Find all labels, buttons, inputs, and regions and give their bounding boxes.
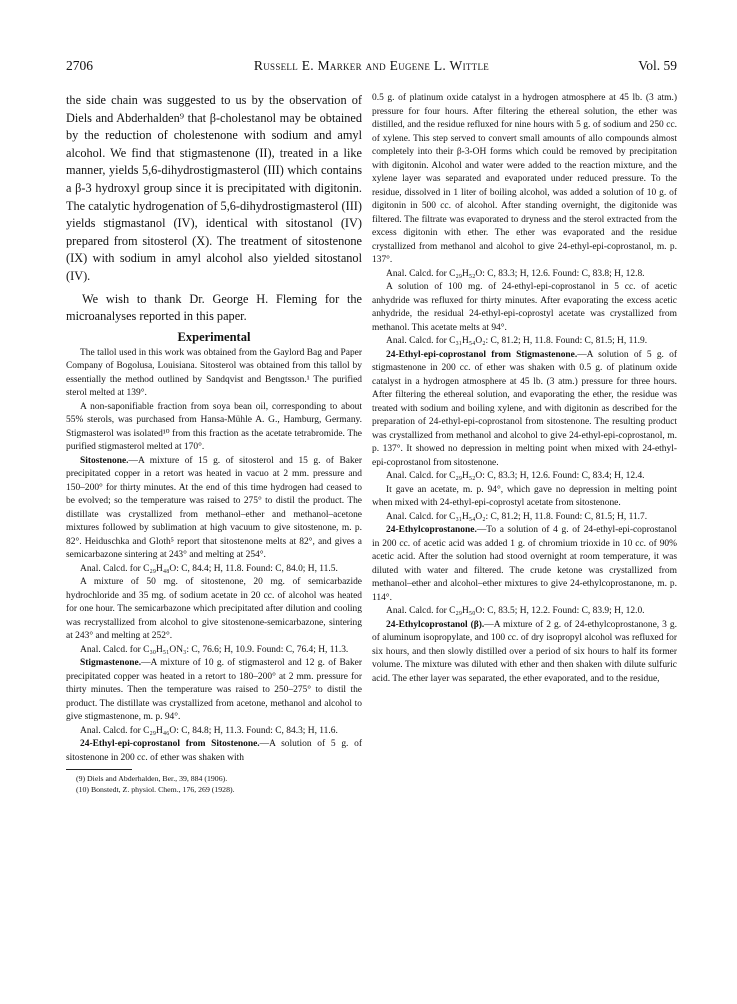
footnote-rule <box>66 769 132 770</box>
ethylcoprostanol-paragraph <box>372 619 677 687</box>
stigmastenone-heading: Stigmastenone. <box>80 658 142 669</box>
sitostenone-paragraph <box>66 455 362 563</box>
page-number: 2706 <box>66 58 93 73</box>
stigmastenone-body: —A mixture of 10 g. of stigmasterol and 12 g. of Baker precipitated copper was heated in a retort to 180–200° at 2 mm. pressure for thirty minutes. Then the temperature was raised to 250–275° to distil the product. The distillate was crystallized from acetone, methanol and alcohol to give stigmastenone, m. p. 94°. <box>66 658 362 723</box>
analysis-line: Anal. Calcd. for C₂₉H₅₀O: C, 83.5; H, 12.2. Found: C, 83.9; H, 12.0. <box>386 606 645 616</box>
ethyl-from-sitostenone-body: —A solution of 5 g. of sitostenone in 200 cc. of ether was shaken with <box>66 739 362 763</box>
soya-paragraph: A non-saponifiable fraction from soya bean oil, corresponding to about 55% sterols, was purchased from Hansa-Mühle A. G., Hamburg, Germany. Stigmasterol was isolated¹⁰ from this fraction as the acetate tetrabromide. The purified stigmasterol melted at 170°. <box>66 401 362 453</box>
analysis-line: Anal. Calcd. for C₂₉H₅₂O: C, 83.3; H, 12.6. Found: C, 83.4; H, 12.4. <box>386 471 645 481</box>
ethyl-from-sitostenone-paragraph <box>66 738 362 765</box>
left-column <box>66 92 362 795</box>
analysis-line: Anal. Calcd. for C₂₉H₄₈O: C, 84.4; H, 11.8. Found: C, 84.0; H, 11.5. <box>80 563 338 574</box>
analysis-line: Anal. Calcd. for C₃₁H₅₄O₂: C, 81.2; H, 11.8. Found: C, 81.5; H, 11.7. <box>386 511 648 522</box>
running-head-authors: Russell E. Marker and Eugene L. Wittle <box>253 58 490 73</box>
analysis-line: Anal. Calcd. for C₂₉H₄₆O: C, 84.8; H, 11.3. Found: C, 84.3; H, 11.6. <box>80 725 338 736</box>
analysis-line: Anal. Calcd. for C₃₁H₅₄O₂: C, 81.2; H, 11.8. Found: C, 81.5; H, 11.9. <box>386 336 648 346</box>
stigmastenone-paragraph <box>66 657 362 725</box>
ethylcoprostanone-paragraph <box>372 524 677 605</box>
semicarbazone-paragraph: A mixture of 50 mg. of sitostenone, 20 mg. of semicarbazide hydrochloride and 35 mg. of sodium acetate in 20 cc. of alcohol was heated for one hour. The semicarbazone which precipitated after dilution and cooling was recrystallized from alcohol to give sitostenone-semicarbazone, sintering at 243° and melting at 252°. <box>66 577 362 642</box>
ethyl-from-stigmastenone-body: —A solution of 5 g. of stigmastenone in 200 cc. of ether was shaken with 0.5 g. of platinum oxide catalyst in a hydrogen atmosphere at 45 lb. (3 atm.) pressure for three hours. After filtering the ethereal solution, and evaporating the ether, the residue was treated with sodium and boiling xylene, and with digitonin as described for the preparation of 24-ethyl-epi-coprostanol from sitostenone. The resulting product was crystallized from methanol and alcohol to give 24-ethyl-epi-coprostanol, m. p. 137°. It showed no depression in melting point when mixed with 24-ethyl-epi-coprostanol from sitostenone. <box>372 349 677 468</box>
ethyl-from-stigmastenone-heading: 24-Ethyl-epi-coprostanol from Stigmastenone. <box>386 349 578 360</box>
ethylcoprostanone-heading: 24-Ethylcoprostanone. <box>386 525 477 535</box>
acknowledgement-paragraph: We wish to thank Dr. George H. Fleming for the microanalyses reported in this paper. <box>66 291 362 324</box>
volume-label: Vol. 59 <box>638 58 677 73</box>
ethylcoprostanone-body: —To a solution of 4 g. of 24-ethyl-epi-coprostanol in 200 cc. of acetic acid was added 1 g. of chromium trioxide in 10 cc. of 90% acetic acid. After the solution had stood overnight at room temperature, it was diluted with water and filtered. The crude ketone was crystallized from methanol–ether and alcohol–ether mixtures to give 24-ethylcoprostanone, m. p. 114°. <box>372 525 677 603</box>
ethyl-from-stigmastenone-paragraph <box>372 349 677 471</box>
footnote-10: (10) Bonstedt, Z. physiol. Chem., 176, 269 (1928). <box>76 785 235 795</box>
acetate2-paragraph: It gave an acetate, m. p. 94°, which gave no depression in melting point when mixed with 24-ethyl-epi-coprostyl acetate from sitostenone. <box>372 484 677 508</box>
intro-paragraph: the side chain was suggested to us by the observation of Diels and Abderhalden⁹ that β-cholestanol may be obtained by the reduction of cholestenone with sodium and amyl alcohol. We find that stigmastenone (II), treated in a like manner, yields 5,6-dihydrostigmasterol (III) which contains a β-3 hydroxyl group since it is precipitated with digitonin. The catalytic hydrogenation of 5,6-dihydrostigmasterol (III) yields stigmastanol (IV), identical with sitostanol (IV) prepared from sitosterol (X). The treatment of sitostenone (IX) with sodium in amyl alcohol also yielded sitostanol (IV). <box>66 93 362 283</box>
right-column <box>372 92 677 686</box>
sitostenone-heading: Sitostenone. <box>80 455 129 466</box>
analysis-line: Anal. Calcd. for C₃₀H₅₁ON₃: C, 76.6; H, 10.9. Found: C, 76.4; H, 11.3. <box>80 644 349 655</box>
ethylcoprostanol-body: —A mixture of 2 g. of 24-ethylcoprostanone, 3 g. of aluminum isopropylate, and 100 cc. of dry isopropyl alcohol was refluxed for six hours, and then slowly distilled over a period of six hours to half its former volume. The mixture was diluted with ether and then shaken with dilute sulfuric acid. The ether layer was separated, the ether evaporated, and to the residue, <box>372 619 677 684</box>
section-heading: Experimental <box>177 329 251 344</box>
analysis-line: Anal. Calcd. for C₂₉H₅₂O: C, 83.3; H, 12.6. Found: C, 83.8; H, 12.8. <box>386 268 645 279</box>
tallol-paragraph: The tallol used in this work was obtained from the Gaylord Bag and Paper Company of Bogolusa, Louisiana. Sitosterol was obtained from this tallol by essentially the method outlined by Sandqvist and Bengtsson.¹ The purified sterol melted at 139°. <box>66 347 362 399</box>
continuation-paragraph: 0.5 g. of platinum oxide catalyst in a hydrogen atmosphere at 45 lb. (3 atm.) pressure for four hours. After filtering the ethereal solution, the ether was distilled, and the residue refluxed for nine hours with 5 g. of sodium and 250 cc. of xylene. This step served to convert small amounts of allo compounds almost completely into their β-3-OH forms which could be removed by precipitation with digitonin. Alcohol and water were added to the reaction mixture, and the xylene layer was separated and evaporated under reduced pressure. To the residue, dissolved in 1 liter of boiling alcohol, was added a solution of 10 g. of digitonin in 500 cc. of alcohol. After standing overnight, the digitonide was filtered. The filtrate was evaporated to dryness and the sterol extracted from the excess digitonin with ether. The ether was evaporated and the residue crystallized from methanol and alcohol to give 24-ethyl-epi-coprostanol, m. p. 137°. <box>372 93 677 265</box>
ethylcoprostanol-heading: 24-Ethylcoprostanol (β). <box>386 619 485 630</box>
running-header <box>66 58 677 76</box>
sitostenone-body: —A mixture of 15 g. of sitosterol and 15 g. of Baker precipitated copper in a retort was heated in vacuo at 2 mm. pressure and 150–200° for thirty minutes. At the end of this time hydrogen had ceased to be evolved; so the temperature was raised to 275° to distil the product. The distillate was crystallized from methanol–ether and methanol–acetone mixtures followed by sublimation at high vacuum to give sitostenone, m. p. 82°. Heiduschka and Gloth⁵ report that sitostenone melts at 82°, and gives a semicarbazone sintering at 243° and melting at 254°. <box>66 455 362 561</box>
footnote-9: (9) Diels and Abderhalden, Ber., 39, 884 (1906). <box>76 774 228 784</box>
ethyl-from-sitostenone-heading: 24-Ethyl-epi-coprostanol from Sitostenone. <box>80 739 260 750</box>
acetate-paragraph: A solution of 100 mg. of 24-ethyl-epi-coprostanol in 5 cc. of acetic anhydride was refluxed for thirty minutes. After evaporating the excess acetic anhydride, the residual 24-ethyl-epi-coprostyl acetate was crystallized from methanol. This acetate melts at 94°. <box>372 282 677 333</box>
